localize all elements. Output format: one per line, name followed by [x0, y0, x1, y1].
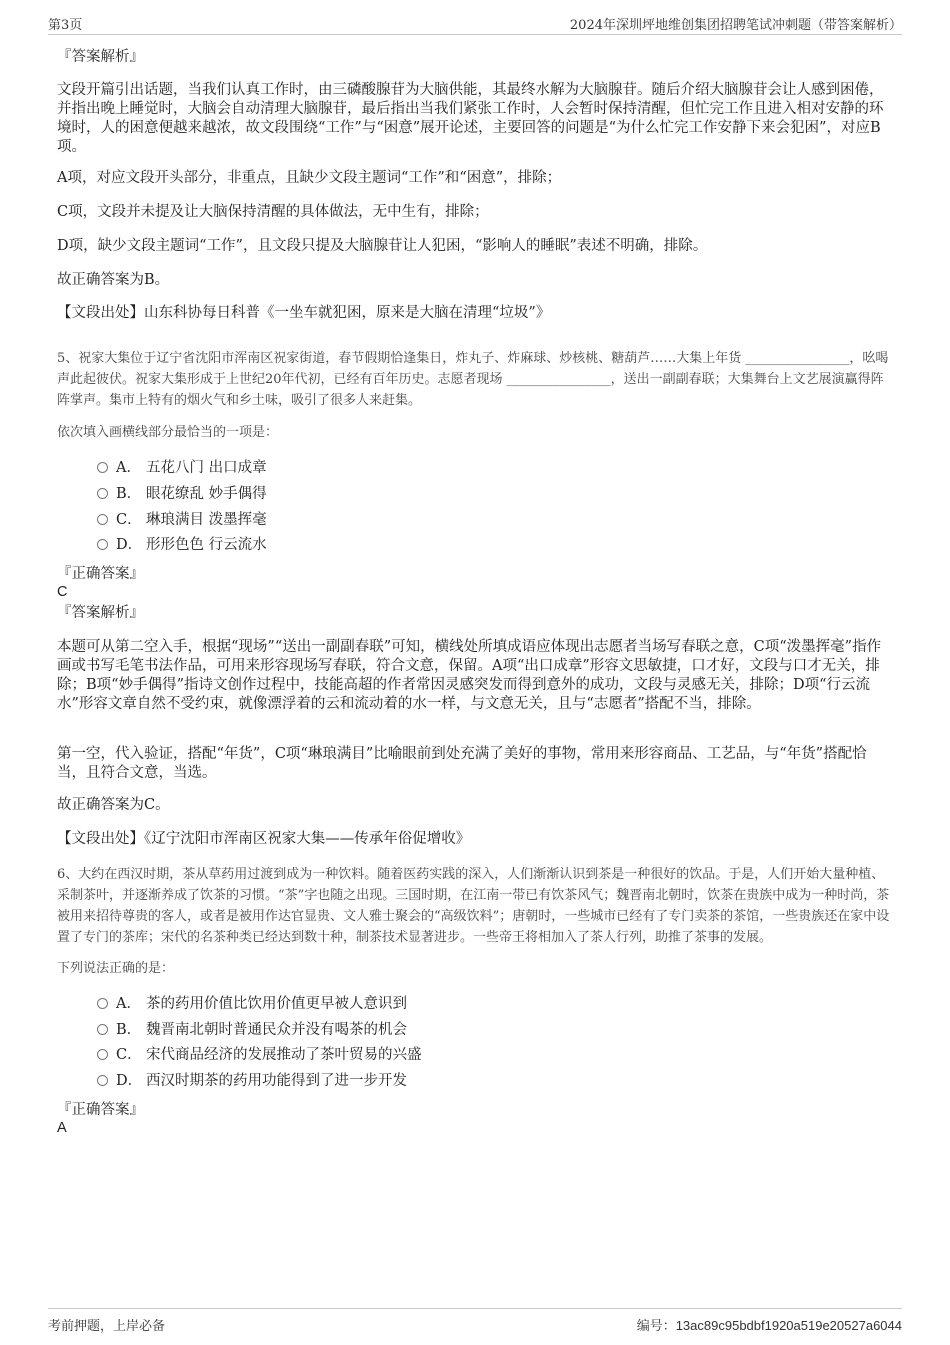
- radio-icon[interactable]: [97, 1075, 108, 1086]
- footer-slogan: 考前押题，上岸必备: [48, 1319, 166, 1334]
- q5-option-a[interactable]: A． 五花八门 出口成章: [97, 457, 267, 479]
- q4-source: 【文段出处】山东科协每日科普《一坐车就犯困，原来是大脑在清理“垃圾”》: [57, 305, 551, 321]
- q5-answer: C: [57, 584, 68, 600]
- radio-icon[interactable]: [97, 462, 108, 473]
- q6-answer-label: 『正确答案』: [57, 1102, 144, 1118]
- q4-analysis-label: 『答案解析』: [57, 49, 144, 65]
- radio-icon[interactable]: [97, 1024, 108, 1035]
- q4-analysis-p4: D项，缺少文段主题词“工作”，且文段只提及大脑腺苷让人犯困，“影响人的睡眠”表述不明确，排除。: [57, 238, 708, 254]
- q5-source: 【文段出处】《辽宁沈阳市浑南区祝家大集——传承年俗促增收》: [57, 831, 471, 847]
- radio-icon[interactable]: [97, 488, 108, 499]
- q5-option-c[interactable]: C． 琳琅满目 泼墨挥毫: [97, 509, 267, 531]
- q6-option-a[interactable]: A． 茶的药用价值比饮用价值更早被人意识到: [97, 993, 407, 1015]
- q6-stem: 6、大约在西汉时期，茶从草药用过渡到成为一种饮料。随着医药实践的深入，人们渐渐认识到茶是一种很好的饮品。于是，人们开始大量种植、采制茶叶，并逐渐养成了饮茶的习惯。“茶”字也随之出现。三国时期，在江南一带已有饮茶风气；魏晋南北朝时，饮茶在贵族中成为一种时尚，茶被用来招待尊贵的客人，或者是被用作达官显贵、文人雅士聚会的“高级饮料”；唐朝时，一些城市已经有了专门卖茶的茶馆，一些贵族还在家中设置了专门的茶库；宋代的名茶种类已经达到数十种，制茶技术显著进步。一些帝王将相加入了茶人行列，助推了茶事的发展。: [57, 867, 890, 945]
- q5-analysis-p1: 本题可从第二空入手，根据“现场”“送出一副副春联”可知，横线处所填成语应体现出志愿者当场写春联之意，C项“泼墨挥毫”指作画或书写毛笔书法作品，可用来形容现场写春联，符合文意，保留。A项“出口成章”形容文思敏捷，口才好，文段与口才无关，排除；B项“妙手偶得”指诗文创作过程中，技能高超的作者常因灵感突发而得到意外的成功，文段与灵感无关，排除；D项“行云流水”形容文章自然不受约束，就像漂浮着的云和流动着的水一样，与文意无关，且与“志愿者”搭配不当，排除。: [57, 639, 882, 712]
- q5-analysis-p3: 故正确答案为C。: [57, 797, 170, 813]
- page-footer: [48, 1308, 902, 1339]
- q6-prompt: 下列说法正确的是：: [57, 961, 175, 976]
- q6-answer: A: [57, 1120, 67, 1136]
- radio-icon[interactable]: [97, 514, 108, 525]
- document-title: 2024年深圳坪地维创集团招聘笔试冲刺题（带答案解析）: [569, 18, 902, 33]
- q4-analysis-p1: 文段开篇引出话题，当我们认真工作时，由三磷酸腺苷为大脑供能，其最终水解为大脑腺苷。随后介绍大脑腺苷会让人感到困倦，并指出晚上睡觉时，大脑会自动清理大脑腺苷，最后指出当我们紧张工作时，人会暂时保持清醒，但忙完工作且进入相对安静的环境时，人的困意便越来越浓，故文段围绕“工作”与“困意”展开论述，主要回答的问题是“为什么忙完工作安静下来会犯困”，对应B项。: [57, 82, 884, 155]
- page-header: [48, 12, 902, 35]
- q5-prompt: 依次填入画横线部分最恰当的一项是：: [57, 425, 279, 440]
- q5-analysis-label: 『答案解析』: [57, 605, 144, 621]
- q4-analysis-p3: C项，文段并未提及让大脑保持清醒的具体做法，无中生有，排除；: [57, 204, 489, 220]
- document-id: 编号：13ac89c95bdbf1920a519e20527a6044: [636, 1318, 902, 1333]
- q5-stem: 5、祝家大集位于辽宁省沈阳市浑南区祝家街道，春节假期恰逢集日，炸丸子、炸麻球、炒核桃、糖葫芦……大集上年货 ________________，吆喝声此起彼伏。祝家大集形成于上世纪20年代初，已经有百年历史。志愿者现场 ________________，送出一副副春联；大集舞台上文艺展演赢得阵阵掌声。集市上特有的烟火气和乡土味，吸引了很多人来赶集。: [57, 351, 889, 408]
- radio-icon[interactable]: [97, 1049, 108, 1060]
- q6-option-c[interactable]: C． 宋代商品经济的发展推动了茶叶贸易的兴盛: [97, 1044, 422, 1066]
- q6-option-b[interactable]: B． 魏晋南北朝时普通民众并没有喝茶的机会: [97, 1019, 407, 1041]
- q4-analysis-p2: A项，对应文段开头部分，非重点，且缺少文段主题词“工作”和“困意”，排除；: [57, 170, 562, 186]
- q5-answer-label: 『正确答案』: [57, 566, 144, 582]
- q5-option-d[interactable]: D． 形形色色 行云流水: [97, 534, 267, 556]
- q5-option-b[interactable]: B． 眼花缭乱 妙手偶得: [97, 483, 267, 505]
- q6-option-d[interactable]: D． 西汉时期茶的药用功能得到了进一步开发: [97, 1070, 407, 1092]
- page-number: 第3页: [48, 18, 83, 33]
- q5-analysis-p2: 第一空，代入验证，搭配“年货”，C项“琳琅满目”比喻眼前到处充满了美好的事物，常用来形容商品、工艺品，与“年货”搭配恰当，且符合文意，当选。: [57, 746, 867, 781]
- q4-analysis-p5: 故正确答案为B。: [57, 272, 170, 288]
- radio-icon[interactable]: [97, 998, 108, 1009]
- radio-icon[interactable]: [97, 539, 108, 550]
